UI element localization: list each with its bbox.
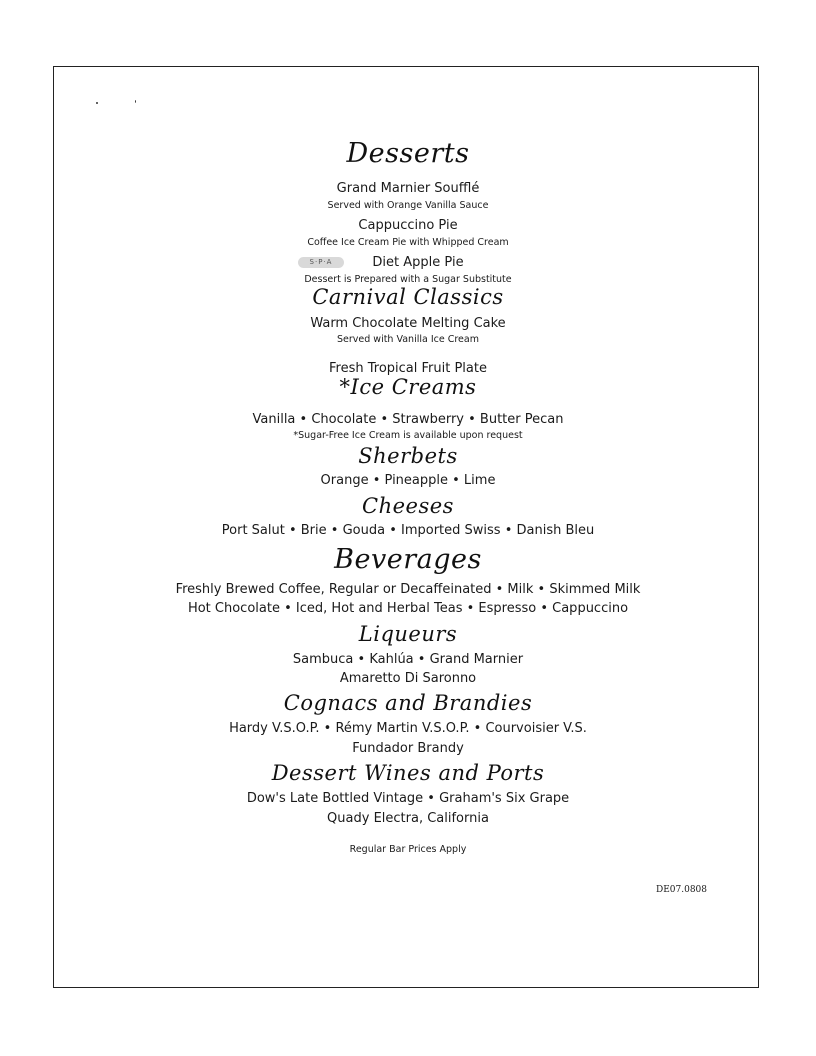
dessert-wines-line-1: Dow's Late Bottled Vintage • Graham's Six Grape [246,791,570,806]
menu-item-desc: Coffee Ice Cream Pie with Whipped Cream [307,237,509,248]
beverages-heading: Beverages [334,544,482,575]
cognacs-line-1: Hardy V.S.O.P. • Rémy Martin V.S.O.P. • Courvoisier V.S. [229,721,587,736]
beverages-line-2: Hot Chocolate • Iced, Hot and Herbal Teas • Espresso • Cappuccino [187,601,629,616]
ice-creams-note: *Sugar-Free Ice Cream is available upon request [293,430,523,441]
dessert-wines-line-2: Quady Electra, California [327,811,489,826]
menu-item-name: Grand Marnier Soufflé [336,181,480,196]
cheeses-heading: Cheeses [362,494,454,518]
menu-item-desc: Dessert is Prepared with a Sugar Substitute [304,274,512,285]
sherbets-heading: Sherbets [358,444,458,468]
liqueurs-heading: Liqueurs [358,622,458,646]
desserts-heading: Desserts [346,138,470,169]
menu-item-desc: Served with Orange Vanilla Sauce [327,200,489,211]
beverages-line-1: Freshly Brewed Coffee, Regular or Decaffeinated • Milk • Skimmed Milk [175,582,641,597]
liqueurs-line-1: Sambuca • Kahlúa • Grand Marnier [292,652,524,667]
ice-creams-list: Vanilla • Chocolate • Strawberry • Butter Pecan [252,412,564,427]
cognacs-line-2: Fundador Brandy [352,741,464,756]
scan-speck [135,100,136,103]
menu-item-name: Fresh Tropical Fruit Plate [329,361,487,376]
liqueurs-line-2: Amaretto Di Saronno [339,671,477,686]
spa-badge: S·P·A [298,257,344,268]
bar-prices-note: Regular Bar Prices Apply [349,844,467,855]
menu-item-desc: Served with Vanilla Ice Cream [337,334,479,345]
menu-code: DE07.0808 [656,885,708,895]
menu-item-name: Cappuccino Pie [358,218,458,233]
cognacs-heading: Cognacs and Brandies [283,691,533,715]
menu-item-name: Diet Apple Pie [372,255,464,270]
carnival-classics-heading: Carnival Classics [312,285,504,309]
cheeses-list: Port Salut • Brie • Gouda • Imported Swiss • Danish Bleu [221,523,595,538]
scan-speck [96,102,98,104]
menu-item-name: Warm Chocolate Melting Cake [310,316,506,331]
dessert-wines-heading: Dessert Wines and Ports [271,761,545,785]
sherbets-list: Orange • Pineapple • Lime [320,473,496,488]
ice-creams-heading: *Ice Creams [339,375,477,399]
